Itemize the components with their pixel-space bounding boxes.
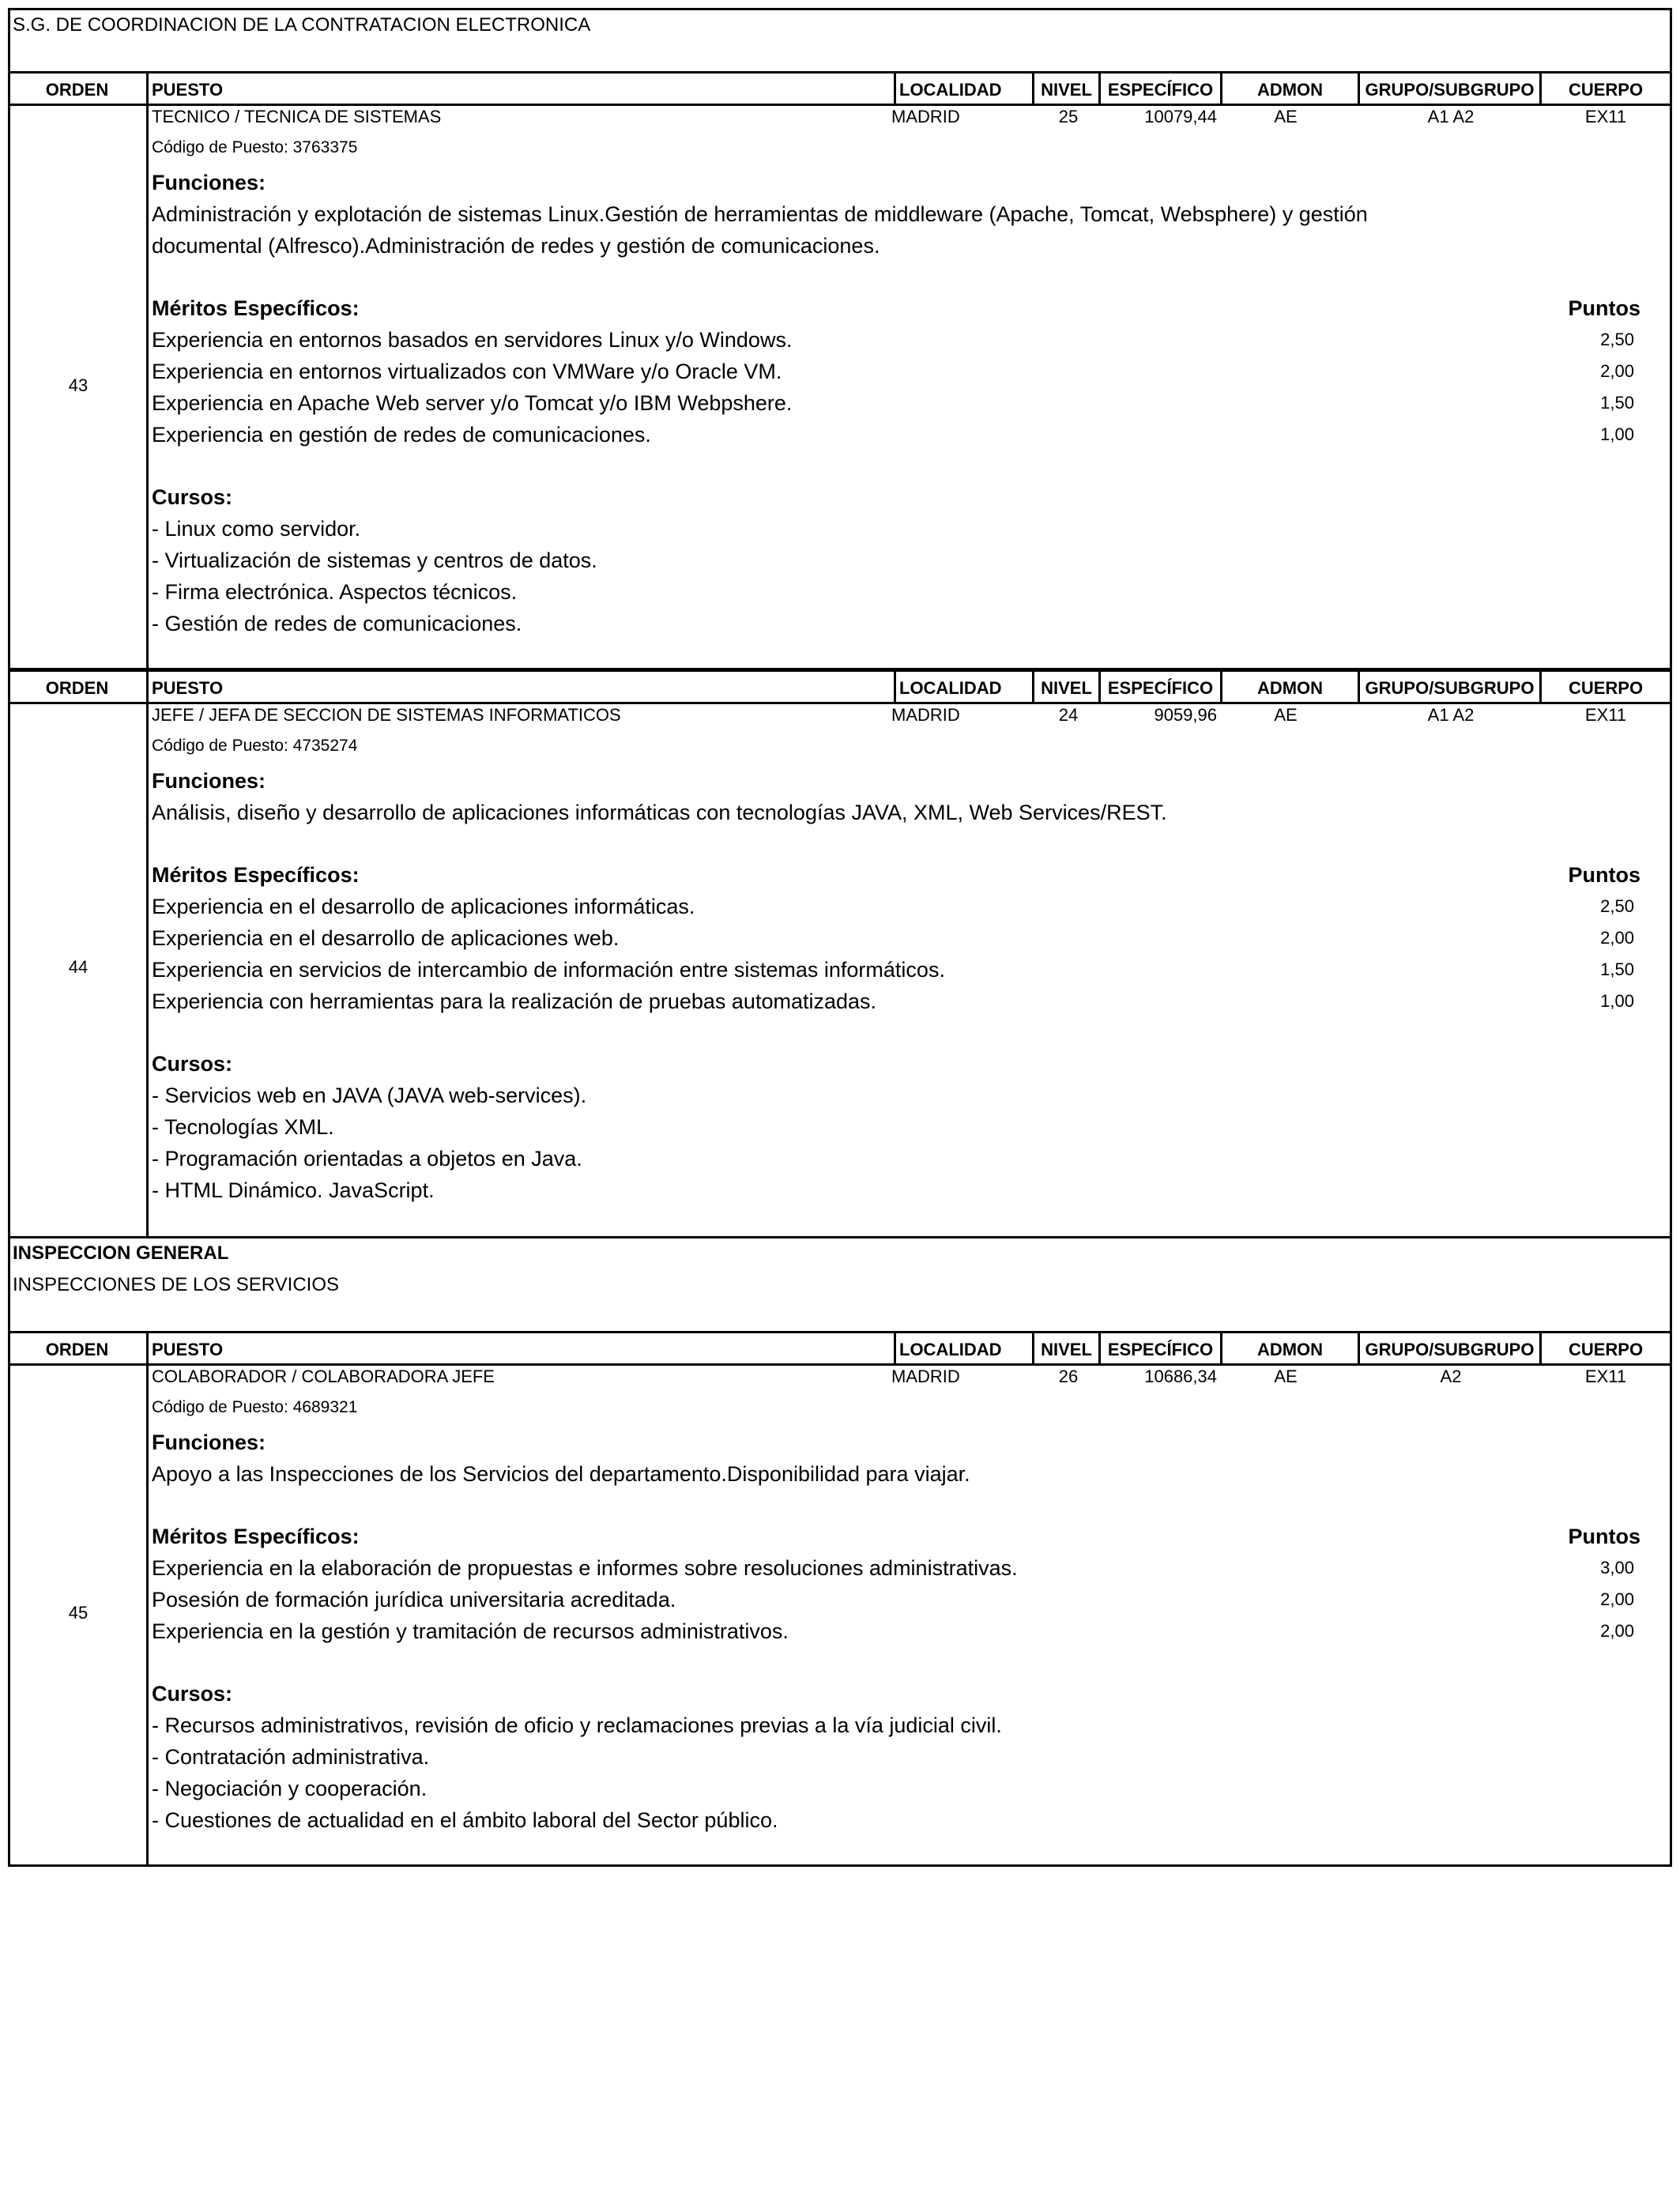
admon-value: AE: [1274, 1367, 1298, 1386]
merito-puntos: 1,00: [1600, 424, 1634, 444]
admon-value: AE: [1274, 107, 1298, 126]
puntos-label: Puntos: [1568, 863, 1640, 887]
codigo-puesto: Código de Puesto: 4689321: [152, 1398, 358, 1416]
header-puesto: PUESTO: [149, 672, 896, 702]
especifico-value: 10079,44: [1144, 107, 1217, 126]
meritos-label: Méritos Específicos:: [152, 296, 360, 320]
puesto-value: TECNICO / TECNICA DE SISTEMAS: [152, 107, 442, 126]
localidad-value: MADRID: [891, 705, 960, 725]
funciones-label: Funciones:: [152, 769, 266, 793]
curso-item: - Contratación administrativa.: [152, 1745, 430, 1769]
merito-puntos: 1,50: [1600, 959, 1634, 979]
merito-item: Experiencia en la gestión y tramitación de recursos administrativos.: [152, 1619, 789, 1643]
section-title-top: S.G. DE COORDINACION DE LA CONTRATACION ELECTRONICA: [13, 14, 591, 36]
codigo-puesto: Código de Puesto: 3763375: [152, 138, 358, 156]
grupo-value: A1 A2: [1427, 705, 1475, 725]
section-subtitle-inspecciones: INSPECCIONES DE LOS SERVICIOS: [13, 1274, 340, 1295]
localidad-value: MADRID: [891, 1367, 960, 1386]
curso-item: - Negociación y cooperación.: [152, 1777, 428, 1800]
orden-value: 43: [68, 375, 89, 395]
merito-puntos: 2,00: [1600, 1589, 1634, 1609]
funciones-label: Funciones:: [152, 171, 266, 194]
especifico-value: 9059,96: [1154, 705, 1217, 725]
header-admon: ADMON: [1222, 672, 1360, 702]
funciones-line: documental (Alfresco).Administración de redes y gestión de comunicaciones.: [152, 234, 880, 258]
especifico-value: 10686,34: [1144, 1367, 1217, 1386]
meritos-label: Méritos Específicos:: [152, 863, 360, 887]
admon-value: AE: [1274, 705, 1298, 725]
curso-item: - Firma electrónica. Aspectos técnicos.: [152, 580, 518, 604]
header-localidad: LOCALIDAD: [896, 74, 1034, 104]
merito-item: Experiencia con herramientas para la realización de pruebas automatizadas.: [152, 990, 877, 1013]
puesto-value: JEFE / JEFA DE SECCION DE SISTEMAS INFORMATICOS: [152, 705, 621, 725]
merito-item: Experiencia en la elaboración de propuestas e informes sobre resoluciones administrativas.: [152, 1556, 1018, 1580]
puntos-label: Puntos: [1568, 296, 1640, 320]
curso-item: - Tecnologías XML.: [152, 1115, 334, 1139]
header-especifico: ESPECÍFICO: [1101, 74, 1222, 104]
header-nivel: NIVEL: [1034, 1333, 1101, 1363]
header-orden: ORDEN: [8, 1333, 149, 1363]
merito-puntos: 2,50: [1600, 330, 1634, 349]
funciones-line: Apoyo a las Inspecciones de los Servicios del departamento.Disponibilidad para viajar.: [152, 1462, 970, 1486]
codigo-puesto: Código de Puesto: 4735274: [152, 737, 358, 755]
merito-puntos: 2,00: [1600, 928, 1634, 948]
nivel-value: 25: [1058, 107, 1079, 126]
merito-puntos: 2,00: [1600, 361, 1634, 381]
puntos-label: Puntos: [1568, 1525, 1640, 1548]
curso-item: - Gestión de redes de comunicaciones.: [152, 612, 522, 635]
cursos-label: Cursos:: [152, 1682, 233, 1706]
nivel-value: 26: [1058, 1367, 1079, 1386]
merito-item: Experiencia en el desarrollo de aplicaciones informáticas.: [152, 895, 695, 918]
header-nivel: NIVEL: [1034, 74, 1101, 104]
curso-item: - HTML Dinámico. JavaScript.: [152, 1178, 435, 1202]
header-nivel: NIVEL: [1034, 672, 1101, 702]
header-grupo: GRUPO/SUBGRUPO: [1360, 74, 1542, 104]
cursos-label: Cursos:: [152, 1052, 233, 1076]
orden-value: 45: [68, 1603, 89, 1623]
position-block-43: [8, 104, 1672, 670]
merito-item: Experiencia en entornos basados en servidores Linux y/o Windows.: [152, 328, 793, 352]
header-localidad: LOCALIDAD: [896, 672, 1034, 702]
merito-puntos: 3,00: [1600, 1558, 1634, 1578]
merito-item: Posesión de formación jurídica universitaria acreditada.: [152, 1588, 676, 1612]
merito-puntos: 1,00: [1600, 991, 1634, 1011]
header-especifico: ESPECÍFICO: [1101, 672, 1222, 702]
header-cuerpo: CUERPO: [1568, 80, 1644, 100]
funciones-label: Funciones:: [152, 1431, 266, 1454]
curso-item: - Recursos administrativos, revisión de oficio y reclamaciones previas a la vía judicial civil.: [152, 1713, 1002, 1737]
curso-item: - Cuestiones de actualidad en el ámbito laboral del Sector público.: [152, 1808, 778, 1832]
header-especifico: ESPECÍFICO: [1101, 1333, 1222, 1363]
merito-item: Experiencia en servicios de intercambio de información entre sistemas informáticos.: [152, 958, 945, 982]
orden-value: 44: [68, 957, 89, 977]
grupo-value: A2: [1440, 1367, 1462, 1386]
merito-item: Experiencia en entornos virtualizados con VMWare y/o Oracle VM.: [152, 360, 782, 383]
nivel-value: 24: [1058, 705, 1079, 725]
header-cuerpo: CUERPO: [1568, 1340, 1644, 1359]
merito-item: Experiencia en el desarrollo de aplicaciones web.: [152, 926, 620, 950]
header-puesto: PUESTO: [149, 1333, 896, 1363]
position-block-44: [8, 702, 1672, 1238]
puesto-value: COLABORADOR / COLABORADORA JEFE: [152, 1367, 495, 1386]
header-puesto: PUESTO: [149, 74, 896, 104]
localidad-value: MADRID: [891, 107, 960, 126]
cuerpo-value: EX11: [1584, 705, 1627, 725]
section-title-inspeccion: INSPECCION GENERAL: [13, 1242, 229, 1264]
header-orden: ORDEN: [8, 672, 149, 702]
table-header-row: [8, 1331, 1672, 1366]
cuerpo-value: EX11: [1584, 1367, 1627, 1386]
curso-item: - Servicios web en JAVA (JAVA web-services).: [152, 1084, 587, 1107]
table-header-row: [8, 71, 1672, 106]
merito-item: Experiencia en gestión de redes de comunicaciones.: [152, 423, 651, 447]
funciones-line: Administración y explotación de sistemas Linux.Gestión de herramientas de middleware (Apache, Tomcat, Websphere) y gestión: [152, 202, 1368, 226]
header-grupo: GRUPO/SUBGRUPO: [1360, 1333, 1542, 1363]
merito-puntos: 1,50: [1600, 393, 1634, 413]
header-grupo: GRUPO/SUBGRUPO: [1360, 672, 1542, 702]
curso-item: - Linux como servidor.: [152, 517, 361, 541]
merito-puntos: 2,50: [1600, 896, 1634, 916]
header-admon: ADMON: [1222, 1333, 1360, 1363]
curso-item: - Programación orientadas a objetos en Java.: [152, 1147, 582, 1171]
cuerpo-value: EX11: [1584, 107, 1627, 126]
merito-puntos: 2,00: [1600, 1621, 1634, 1641]
header-localidad: LOCALIDAD: [896, 1333, 1034, 1363]
cursos-label: Cursos:: [152, 485, 233, 509]
header-admon: ADMON: [1222, 74, 1360, 104]
merito-item: Experiencia en Apache Web server y/o Tomcat y/o IBM Webpshere.: [152, 391, 793, 415]
table-header-row: [8, 669, 1672, 704]
header-orden: ORDEN: [8, 74, 149, 104]
curso-item: - Virtualización de sistemas y centros de datos.: [152, 548, 597, 572]
position-block-45: [8, 1363, 1672, 1867]
header-cuerpo: CUERPO: [1568, 678, 1644, 698]
grupo-value: A1 A2: [1427, 107, 1475, 126]
funciones-line: Análisis, diseño y desarrollo de aplicaciones informáticas con tecnologías JAVA, XML, Web Services/REST.: [152, 801, 1167, 824]
meritos-label: Méritos Específicos:: [152, 1525, 360, 1548]
